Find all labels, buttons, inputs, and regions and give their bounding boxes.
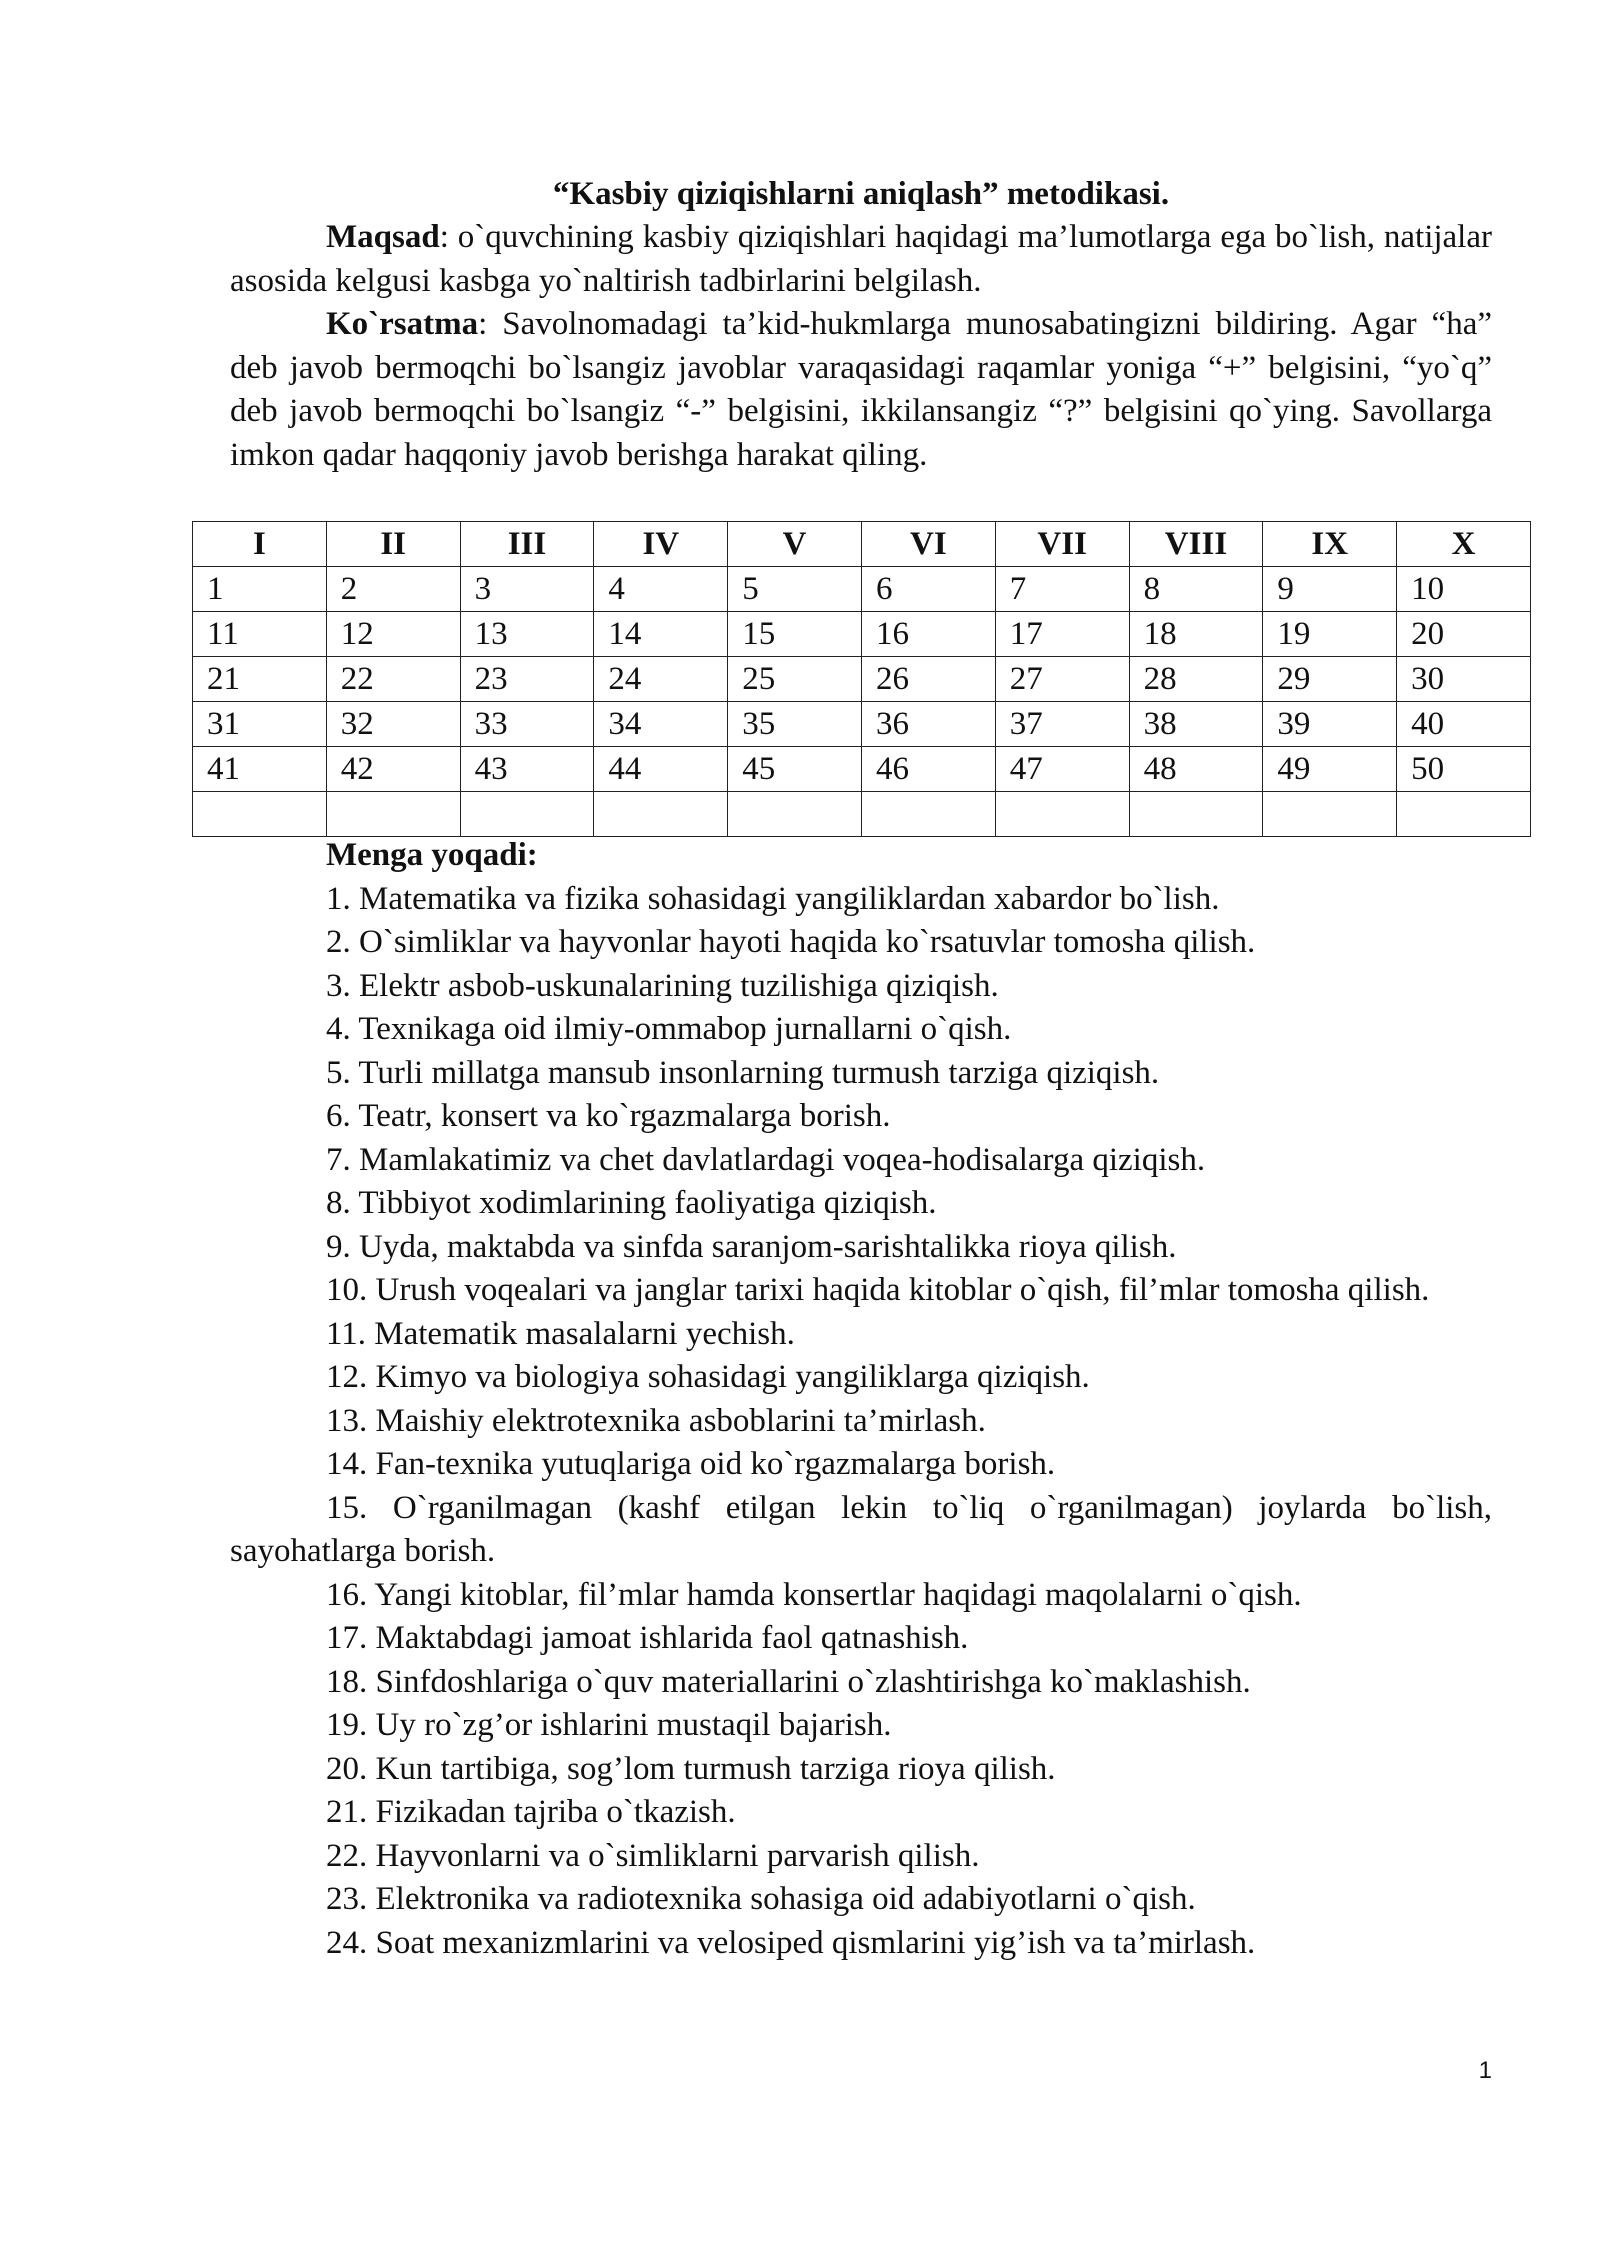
table-cell: 28 bbox=[1129, 657, 1263, 702]
table-cell: 9 bbox=[1263, 567, 1397, 612]
table-cell: 24 bbox=[594, 657, 728, 702]
instruction-paragraph bbox=[230, 303, 1492, 477]
table-cell: 31 bbox=[193, 702, 327, 747]
table-cell: 15 bbox=[728, 612, 862, 657]
table-cell bbox=[594, 792, 728, 837]
table-cell: 44 bbox=[594, 747, 728, 792]
list-item: 4. Texnikaga oid ilmiy-ommabop jurnallarni o`qish. bbox=[326, 1011, 1012, 1047]
list-item: 14. Fan-texnika yutuqlariga oid ko`rgazmalarga borish. bbox=[326, 1446, 1056, 1482]
table-cell: 18 bbox=[1129, 612, 1263, 657]
list-item: 23. Elektronika va radiotexnika sohasiga oid adabiyotlarni o`qish. bbox=[326, 1881, 1196, 1917]
table-cell: 16 bbox=[861, 612, 995, 657]
table-cell bbox=[728, 792, 862, 837]
table-row bbox=[193, 792, 1531, 837]
table-cell: 38 bbox=[1129, 702, 1263, 747]
table-cell: 14 bbox=[594, 612, 728, 657]
list-item: 17. Maktabdagi jamoat ishlarida faol qatnashish. bbox=[326, 1620, 969, 1656]
list-item: 5. Turli millatga mansub insonlarning turmush tarziga qiziqish. bbox=[326, 1054, 1160, 1091]
list-heading: Menga yoqadi: bbox=[326, 837, 538, 873]
table-cell: 33 bbox=[460, 702, 594, 747]
instruction-label: Ko`rsatma bbox=[326, 306, 479, 342]
column-header: X bbox=[1397, 522, 1531, 567]
table-row bbox=[193, 702, 1531, 747]
list-item: 13. Maishiy elektrotexnika asboblarini ta’mirlash. bbox=[326, 1402, 986, 1439]
list-item: 7. Mamlakatimiz va chet davlatlardagi voqea-hodisalarga qiziqish. bbox=[326, 1141, 1206, 1178]
list-item: 10. Urush voqealari va janglar tarixi haqida kitoblar o`qish, fil’mlar tomosha qilish. bbox=[326, 1272, 1430, 1308]
table-cell: 20 bbox=[1397, 612, 1531, 657]
table-cell: 22 bbox=[326, 657, 460, 702]
list-item: 8. Tibbiyot xodimlarining faoliyatiga qiziqish. bbox=[326, 1185, 937, 1221]
list-item: 2. O`simliklar va hayvonlar hayoti haqida ko`rsatuvlar tomosha qilish. bbox=[326, 924, 1256, 960]
table-cell: 19 bbox=[1263, 612, 1397, 657]
table-cell: 47 bbox=[995, 747, 1129, 792]
table-row bbox=[193, 747, 1531, 792]
column-header: IV bbox=[594, 522, 728, 567]
table-row bbox=[193, 612, 1531, 657]
list-item: 9. Uyda, maktabda va sinfda saranjom-sarishtalikka rioya qilish. bbox=[326, 1228, 1177, 1265]
table-cell bbox=[193, 792, 327, 837]
column-header: VIII bbox=[1129, 522, 1263, 567]
table-cell: 7 bbox=[995, 567, 1129, 612]
table-cell bbox=[995, 792, 1129, 837]
table-row bbox=[193, 567, 1531, 612]
list-item: 18. Sinfdoshlariga o`quv materiallarini o`zlashtirishga ko`maklashish. bbox=[326, 1663, 1251, 1700]
table-cell bbox=[460, 792, 594, 837]
table-cell bbox=[1129, 792, 1263, 837]
column-header: V bbox=[728, 522, 862, 567]
table-cell: 34 bbox=[594, 702, 728, 747]
table-cell: 35 bbox=[728, 702, 862, 747]
column-header: IX bbox=[1263, 522, 1397, 567]
table-cell: 50 bbox=[1397, 747, 1531, 792]
table-cell: 13 bbox=[460, 612, 594, 657]
table-cell bbox=[1263, 792, 1397, 837]
column-header: VI bbox=[861, 522, 995, 567]
table-cell: 40 bbox=[1397, 702, 1531, 747]
column-header: I bbox=[193, 522, 327, 567]
page-number: 1 bbox=[1478, 2057, 1492, 2084]
table-cell: 39 bbox=[1263, 702, 1397, 747]
table-cell: 8 bbox=[1129, 567, 1263, 612]
table-cell bbox=[861, 792, 995, 837]
list-item: 24. Soat mexanizmlarini va velosiped qismlarini yig’ish va ta’mirlash. bbox=[326, 1924, 1256, 1961]
table-cell: 4 bbox=[594, 567, 728, 612]
table-cell: 21 bbox=[193, 657, 327, 702]
goal-text: : o`quvchining kasbiy qiziqishlari haqidagi ma’lumotlarga ega bo`lish, natijalar asosida kelgusi kasbga yo`naltirish tadbirlarini belgilash. bbox=[230, 219, 1492, 299]
list-item: 20. Kun tartibiga, sog’lom turmush tarziga rioya qilish. bbox=[326, 1750, 1056, 1787]
table-cell: 43 bbox=[460, 747, 594, 792]
list-item: 16. Yangi kitoblar, fil’mlar hamda konsertlar haqidagi maqolalarni o`qish. bbox=[326, 1576, 1302, 1613]
table-cell: 1 bbox=[193, 567, 327, 612]
table-cell: 27 bbox=[995, 657, 1129, 702]
table-cell: 25 bbox=[728, 657, 862, 702]
list-item: 1. Matematika va fizika sohasidagi yangiliklardan xabardor bo`lish. bbox=[326, 880, 1220, 917]
table-cell: 29 bbox=[1263, 657, 1397, 702]
table-cell: 48 bbox=[1129, 747, 1263, 792]
document-title: “Kasbiy qiziqishlarni aniqlash” metodikasi. bbox=[552, 176, 1170, 212]
table-row bbox=[193, 657, 1531, 702]
answer-sheet-table bbox=[192, 521, 1531, 837]
table-cell: 12 bbox=[326, 612, 460, 657]
table-cell bbox=[326, 792, 460, 837]
table-cell: 23 bbox=[460, 657, 594, 702]
table-cell: 3 bbox=[460, 567, 594, 612]
table-cell: 11 bbox=[193, 612, 327, 657]
list-item: 6. Teatr, konsert va ko`rgazmalarga borish. bbox=[326, 1098, 891, 1134]
table-cell: 49 bbox=[1263, 747, 1397, 792]
list-item: 19. Uy ro`zg’or ishlarini mustaqil bajarish. bbox=[326, 1707, 892, 1743]
table-cell: 6 bbox=[861, 567, 995, 612]
instruction-text: : Savolnomadagi ta’kid-hukmlarga munosabatingizni bildiring. Agar “ha” deb javob bermoqchi bo`lsangiz javoblar varaqasidagi raqamlar yoniga “+” belgisini, “yo`q” deb javob bermoqchi bo`lsangiz “-” belgisini, ikkilansangiz “?” belgisini qo`ying. Savollarga imkon qadar haqqoniy javob berishga harakat qiling. bbox=[230, 306, 1492, 473]
table-cell: 32 bbox=[326, 702, 460, 747]
list-item: 3. Elektr asbob-uskunalarining tuzilishiga qiziqish. bbox=[326, 967, 999, 1004]
column-header: VII bbox=[995, 522, 1129, 567]
list-item: 22. Hayvonlarni va o`simliklarni parvarish qilish. bbox=[326, 1837, 980, 1874]
goal-paragraph bbox=[230, 216, 1492, 303]
statement-list bbox=[230, 834, 1492, 1965]
table-cell: 30 bbox=[1397, 657, 1531, 702]
table-header-row bbox=[193, 522, 1531, 567]
goal-label: Maqsad bbox=[326, 219, 440, 255]
table-cell: 5 bbox=[728, 567, 862, 612]
table-cell: 37 bbox=[995, 702, 1129, 747]
list-item: 15. O`rganilmagan (kashf etilgan lekin to`liq o`rganilmagan) joylarda bo`lish, sayohatlarga borish. bbox=[230, 1489, 1492, 1569]
table-cell bbox=[1397, 792, 1531, 837]
table-cell: 17 bbox=[995, 612, 1129, 657]
table-cell: 26 bbox=[861, 657, 995, 702]
list-item: 21. Fizikadan tajriba o`tkazish. bbox=[326, 1794, 736, 1830]
table-cell: 42 bbox=[326, 747, 460, 792]
column-header: II bbox=[326, 522, 460, 567]
table-cell: 46 bbox=[861, 747, 995, 792]
column-header: III bbox=[460, 522, 594, 567]
list-item: 11. Matematik masalalarni yechish. bbox=[326, 1315, 795, 1352]
list-item: 12. Kimyo va biologiya sohasidagi yangiliklarga qiziqish. bbox=[326, 1359, 1090, 1395]
table-cell: 41 bbox=[193, 747, 327, 792]
table-cell: 45 bbox=[728, 747, 862, 792]
table-cell: 36 bbox=[861, 702, 995, 747]
table-cell: 10 bbox=[1397, 567, 1531, 612]
table-cell: 2 bbox=[326, 567, 460, 612]
